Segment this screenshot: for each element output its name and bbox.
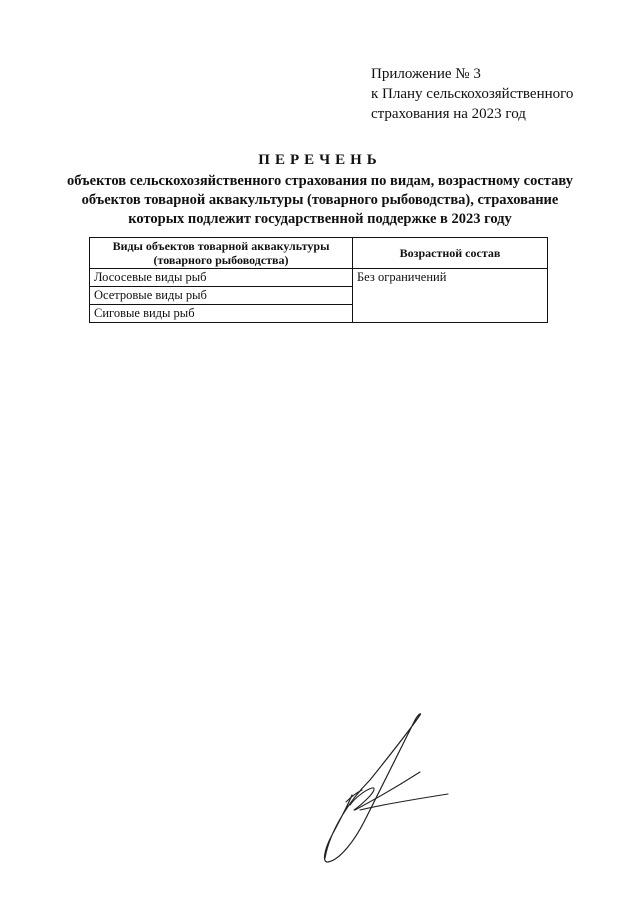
document-title: [20, 150, 620, 229]
appendix-line-1: Приложение № 3: [371, 66, 481, 82]
title-subtitle-line-3: которых подлежит государственной поддержке в 2023 году: [128, 211, 512, 227]
object-type-cell: Сиговые виды рыб: [90, 305, 353, 323]
title-subtitle-line-2: объектов товарной аквакультуры (товарного рыбоводства), страхование: [81, 192, 559, 208]
header-object-types: Виды объектов товарной аквакультуры (товарного рыбоводства): [90, 238, 353, 269]
table-row: [90, 269, 548, 287]
table-header-row: [90, 238, 548, 269]
appendix-line-3: страхования на 2023 год: [371, 106, 526, 122]
object-type-cell: Лососевые виды рыб: [90, 269, 353, 287]
title-subtitle-line-1: объектов сельскохозяйственного страхования по видам, возрастному составу: [67, 173, 573, 189]
objects-table: [89, 237, 548, 323]
handwritten-signature: [310, 710, 460, 870]
appendix-line-2: к Плану сельскохозяйственного: [371, 86, 574, 102]
age-composition-cell: Без ограничений: [353, 269, 548, 323]
header-age-composition: Возрастной состав: [353, 238, 548, 269]
appendix-header: [371, 64, 573, 124]
object-type-cell: Осетровые виды рыб: [90, 287, 353, 305]
title-main: ПЕРЕЧЕНЬ: [258, 152, 382, 168]
